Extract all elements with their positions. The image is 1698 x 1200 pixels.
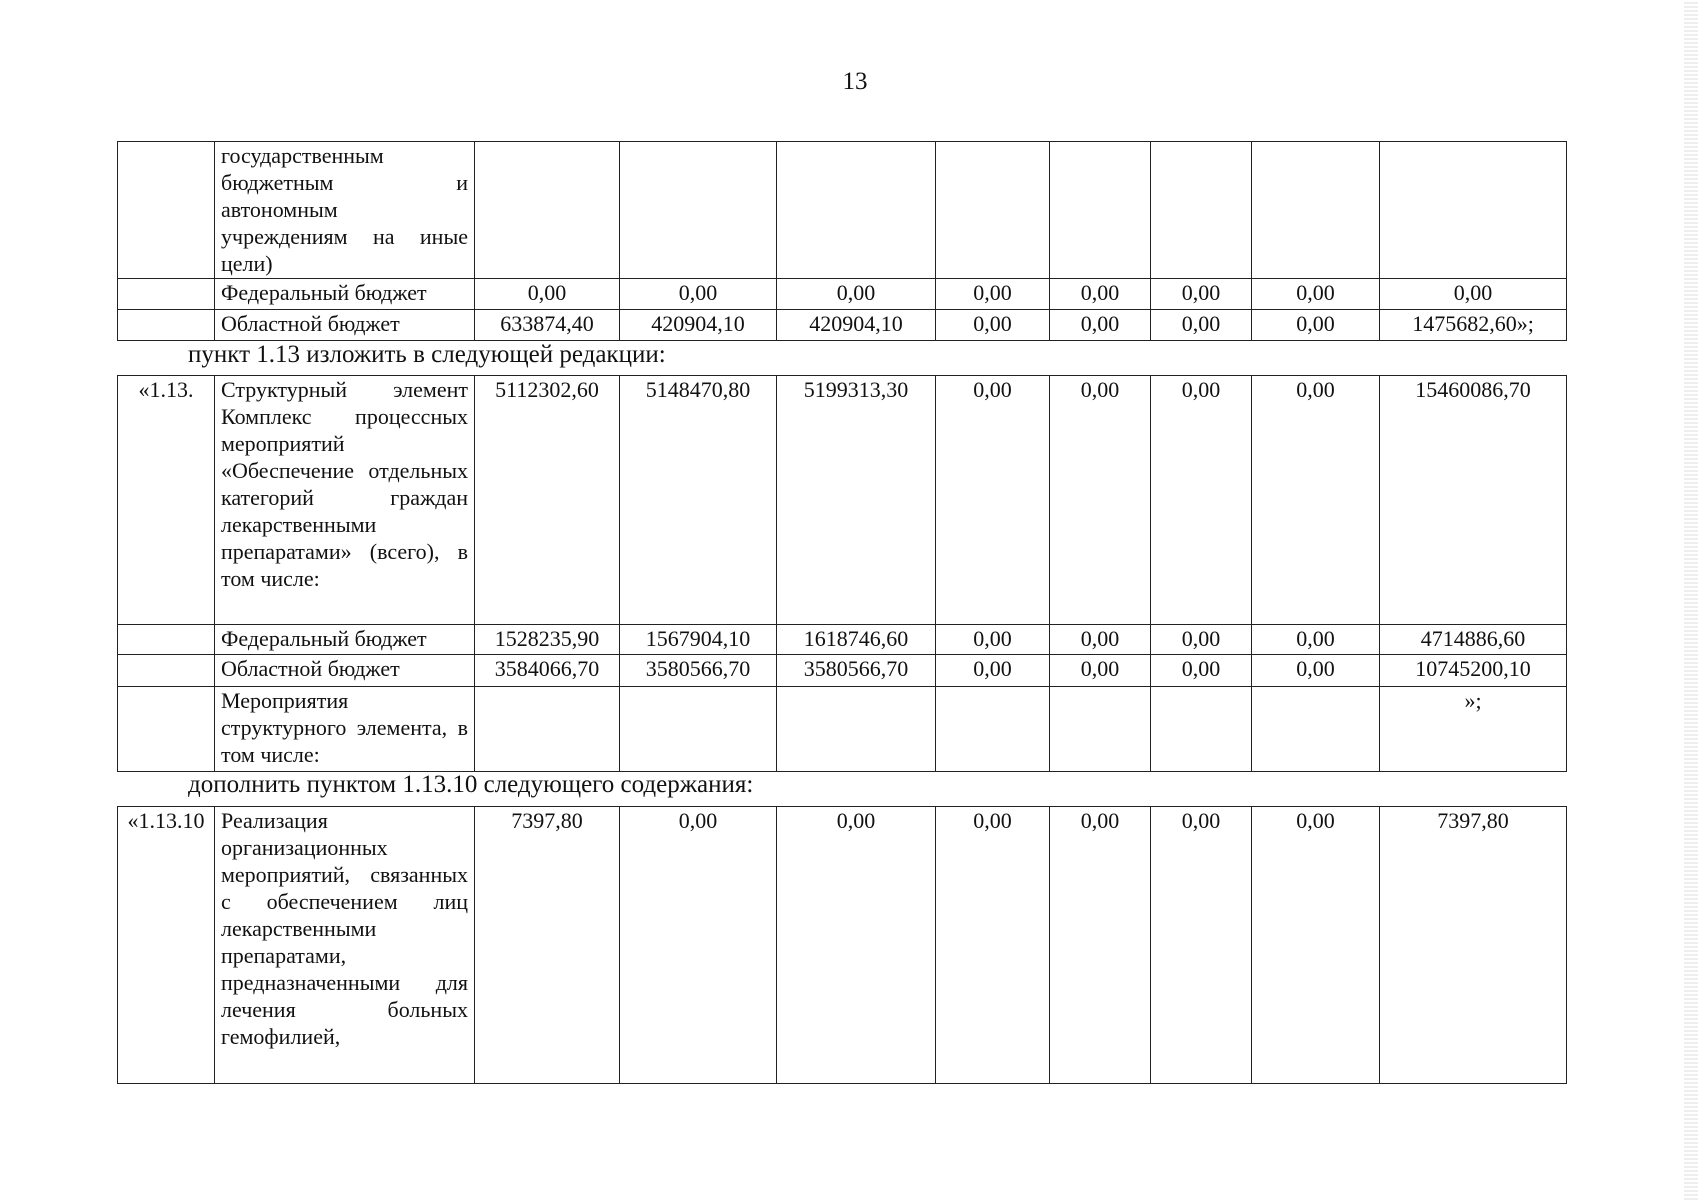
value-cell: 0,00 [1050, 376, 1151, 625]
value-cell [620, 687, 777, 772]
budget-table-continuation [117, 141, 1567, 341]
value-cell: 0,00 [475, 279, 620, 310]
row-name-cell: Областной бюджет [215, 310, 475, 341]
value-cell: 5199313,30 [777, 376, 936, 625]
value-cell: 10745200,10 [1380, 655, 1567, 687]
value-cell: 0,00 [1050, 807, 1151, 1084]
value-cell: 1528235,90 [475, 625, 620, 655]
value-cell [1151, 142, 1252, 279]
row-number-cell [118, 142, 215, 279]
value-cell: 0,00 [1252, 655, 1380, 687]
value-cell: 1567904,10 [620, 625, 777, 655]
value-cell: 0,00 [1252, 625, 1380, 655]
row-name-cell: Федеральный бюджет [215, 279, 475, 310]
value-cell: 0,00 [1050, 655, 1151, 687]
value-cell: 0,00 [1151, 625, 1252, 655]
row-name-cell: Реализация организационных мероприятий, связанных с обеспечением лиц лекарственными препаратами, предназначенными для лечения больных гемофилией, [215, 807, 475, 1084]
value-cell: 0,00 [1151, 807, 1252, 1084]
value-cell [475, 687, 620, 772]
row-number-cell [118, 625, 215, 655]
value-cell: 0,00 [1050, 310, 1151, 341]
table-row [118, 655, 1567, 687]
row-number-cell [118, 655, 215, 687]
row-name-cell: государственным бюджетным и автономным учреждениям на иные цели) [215, 142, 475, 279]
value-cell [777, 687, 936, 772]
value-cell: 3580566,70 [620, 655, 777, 687]
value-cell: 0,00 [936, 376, 1050, 625]
value-cell: 0,00 [1151, 310, 1252, 341]
value-cell: 633874,40 [475, 310, 620, 341]
row-number-cell [118, 279, 215, 310]
value-cell: 3580566,70 [777, 655, 936, 687]
value-cell: 0,00 [1380, 279, 1567, 310]
value-cell [1050, 687, 1151, 772]
value-cell: 0,00 [1252, 376, 1380, 625]
table-row [118, 625, 1567, 655]
table-row [118, 687, 1567, 772]
value-cell: 420904,10 [777, 310, 936, 341]
value-cell: 0,00 [936, 655, 1050, 687]
value-cell: »; [1380, 687, 1567, 772]
value-cell: 0,00 [620, 279, 777, 310]
value-cell: 0,00 [1151, 376, 1252, 625]
row-number-cell [118, 687, 215, 772]
value-cell: 0,00 [936, 310, 1050, 341]
instruction-text-1: пункт 1.13 изложить в следующей редакции: [188, 341, 666, 368]
value-cell: 0,00 [1252, 807, 1380, 1084]
value-cell: 0,00 [1252, 310, 1380, 341]
table-row [118, 310, 1567, 341]
value-cell: 0,00 [1050, 279, 1151, 310]
value-cell: 0,00 [1151, 279, 1252, 310]
value-cell: 5112302,60 [475, 376, 620, 625]
value-cell: 420904,10 [620, 310, 777, 341]
row-number-cell: «1.13.10 [118, 807, 215, 1084]
value-cell: 7397,80 [1380, 807, 1567, 1084]
value-cell: 5148470,80 [620, 376, 777, 625]
row-name-cell: Федеральный бюджет [215, 625, 475, 655]
value-cell: 7397,80 [475, 807, 620, 1084]
value-cell [475, 142, 620, 279]
table-row [118, 376, 1567, 625]
value-cell [1151, 687, 1252, 772]
row-name-cell: Структурный элемент Комплекс процессных мероприятий «Обеспечение отдельных категорий граждан лекарственными препаратами» (всего), в том числе: [215, 376, 475, 625]
value-cell [936, 142, 1050, 279]
row-number-cell: «1.13. [118, 376, 215, 625]
value-cell: 0,00 [936, 279, 1050, 310]
value-cell [1252, 687, 1380, 772]
scan-edge [1684, 0, 1698, 1200]
row-name-cell: Мероприятия структурного элемента, в том числе: [215, 687, 475, 772]
value-cell [1380, 142, 1567, 279]
value-cell [777, 142, 936, 279]
instruction-text-2: дополнить пунктом 1.13.10 следующего содержания: [188, 771, 754, 798]
value-cell: 3584066,70 [475, 655, 620, 687]
page-number: 13 [842, 68, 868, 95]
value-cell: 0,00 [620, 807, 777, 1084]
value-cell: 15460086,70 [1380, 376, 1567, 625]
value-cell: 0,00 [936, 625, 1050, 655]
row-number-cell [118, 310, 215, 341]
value-cell: 0,00 [777, 807, 936, 1084]
value-cell: 0,00 [777, 279, 936, 310]
value-cell: 0,00 [1252, 279, 1380, 310]
value-cell [620, 142, 777, 279]
value-cell [936, 687, 1050, 772]
row-name-cell: Областной бюджет [215, 655, 475, 687]
value-cell [1252, 142, 1380, 279]
value-cell [1050, 142, 1151, 279]
table-row [118, 142, 1567, 279]
value-cell: 0,00 [936, 807, 1050, 1084]
value-cell: 1618746,60 [777, 625, 936, 655]
value-cell: 4714886,60 [1380, 625, 1567, 655]
value-cell: 1475682,60»; [1380, 310, 1567, 341]
value-cell: 0,00 [1151, 655, 1252, 687]
value-cell: 0,00 [1050, 625, 1151, 655]
budget-table-item-1-13 [117, 375, 1567, 772]
table-row [118, 279, 1567, 310]
table-row [118, 807, 1567, 1084]
budget-table-item-1-13-10 [117, 806, 1567, 1084]
